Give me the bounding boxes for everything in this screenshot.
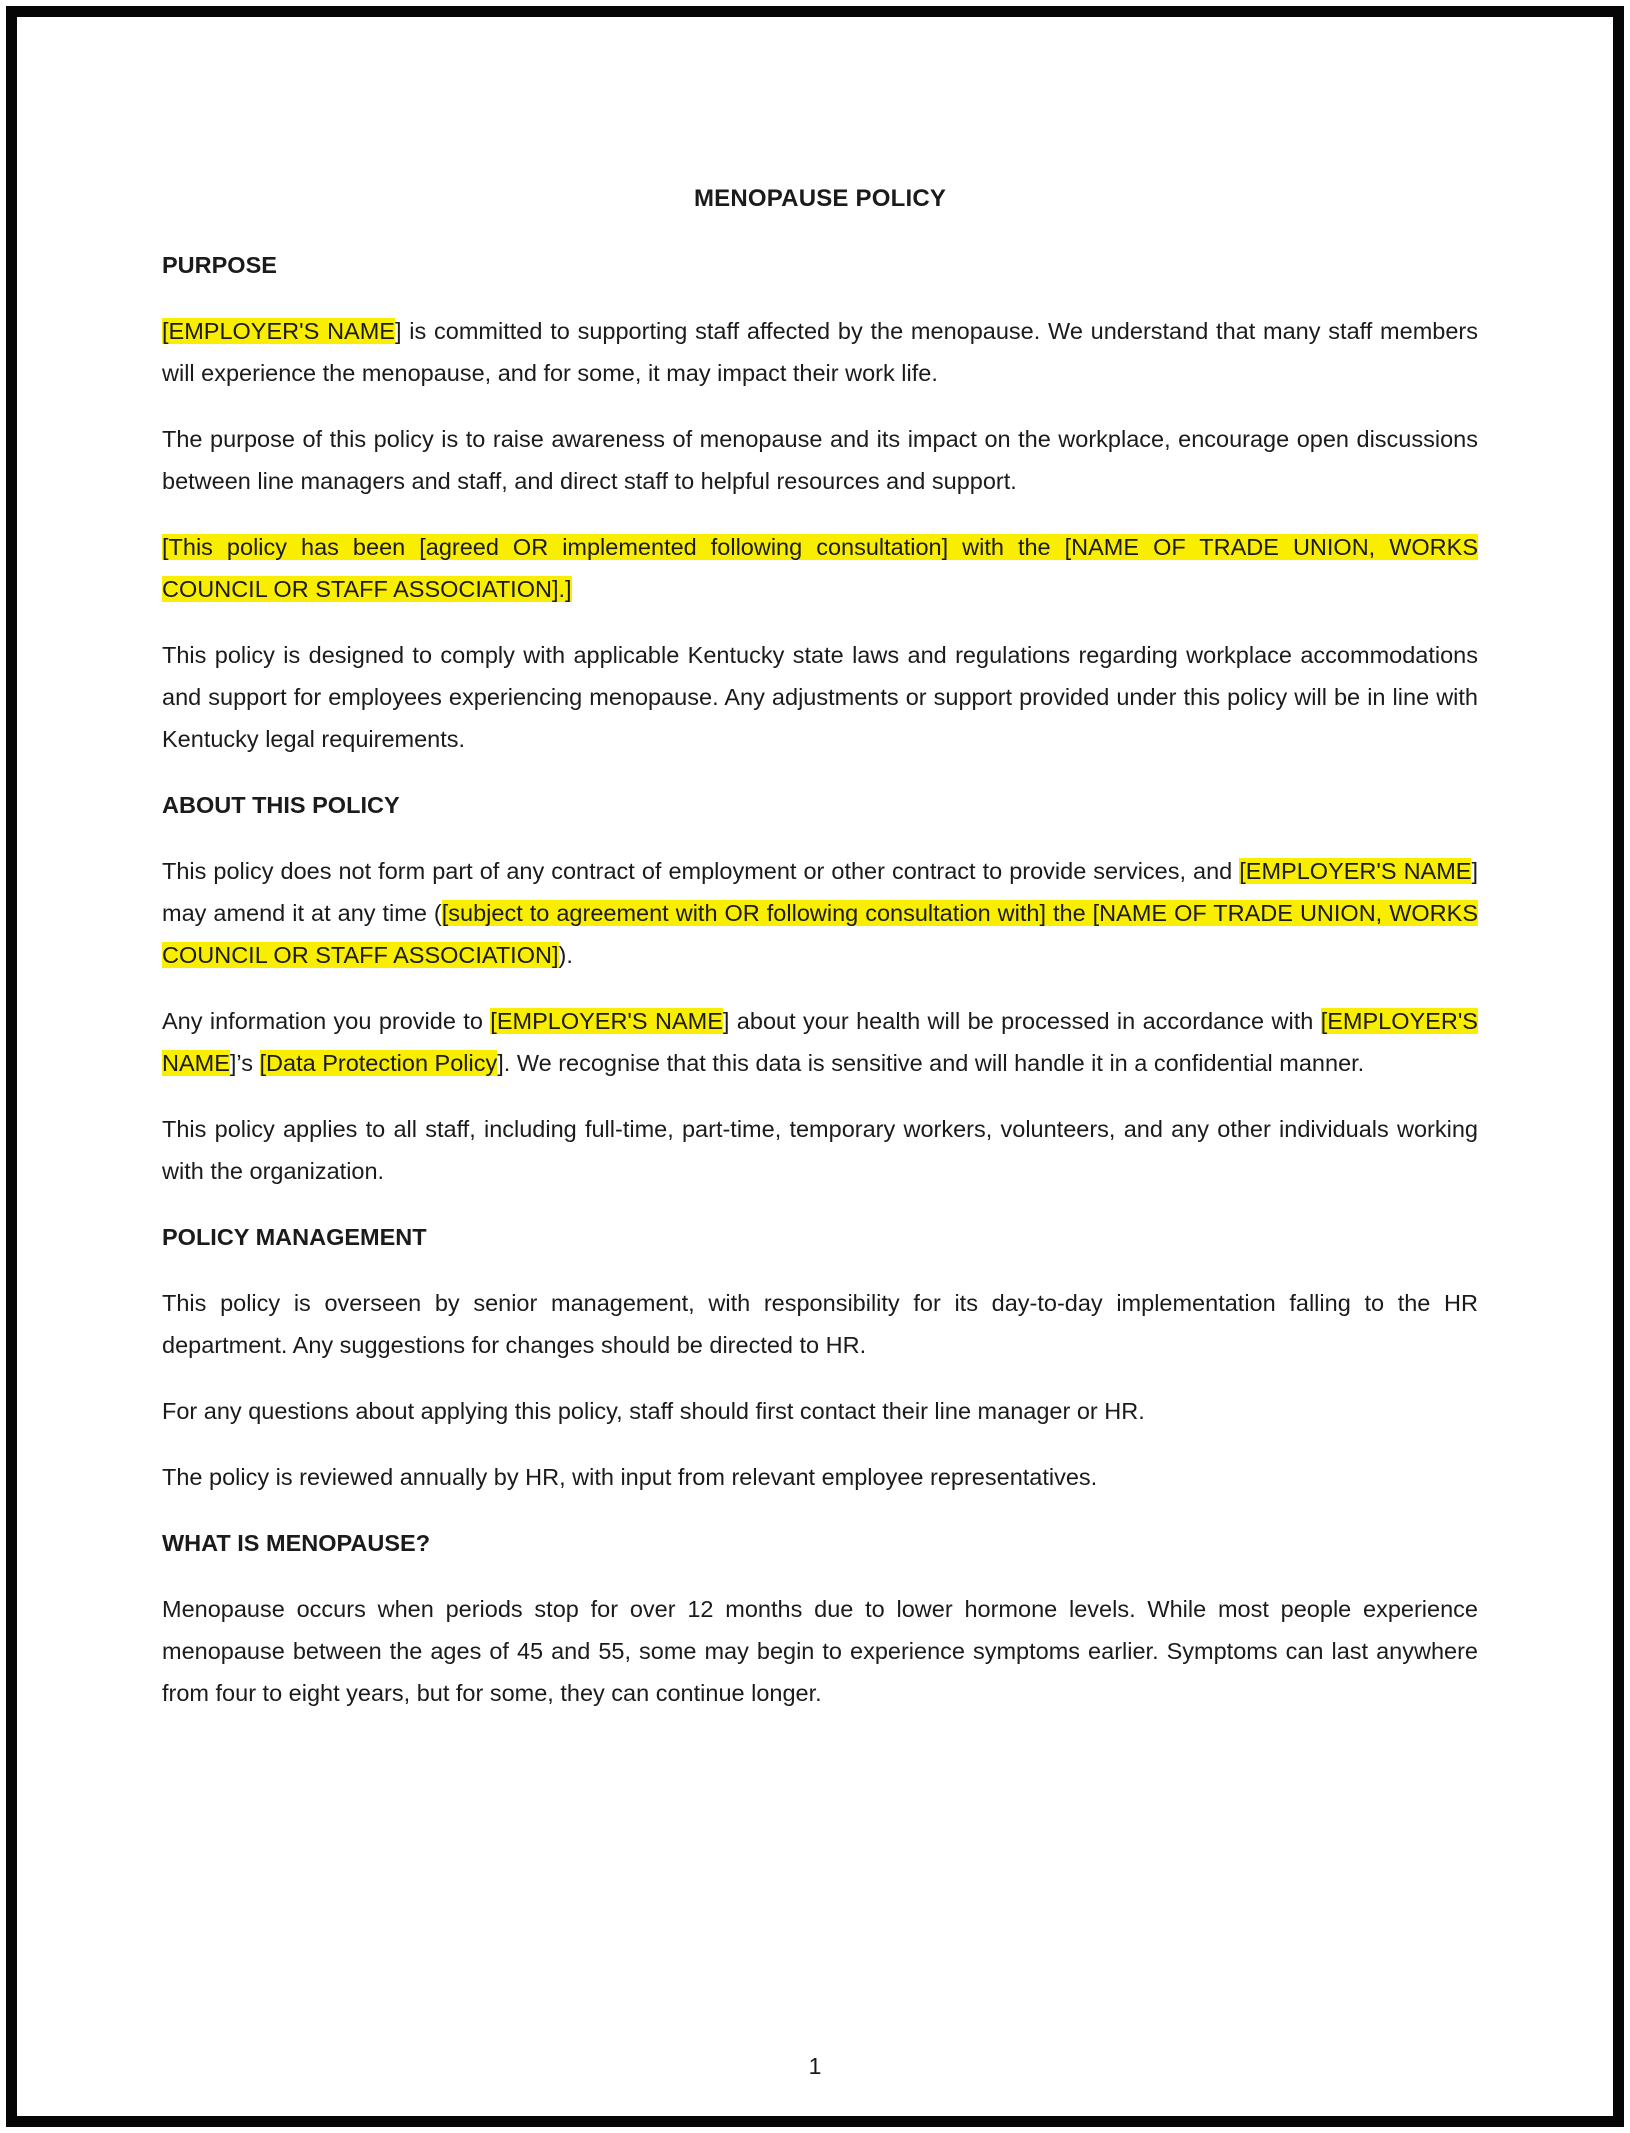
- highlighted-placeholder: [EMPLOYER'S NAME: [1239, 858, 1472, 884]
- paragraph: [162, 634, 1478, 760]
- text-run: ).: [558, 942, 573, 968]
- text-run: The purpose of this policy is to raise awareness of menopause and its impact on the workplace, encourage open discussions between line managers and staff, and direct staff to helpful resources and support.: [162, 426, 1478, 494]
- document-body: [162, 244, 1478, 1714]
- text-run: Any information you provide to: [162, 1008, 491, 1034]
- text-run: This policy is designed to comply with applicable Kentucky state laws and regulations regarding workplace accommodations and support for employees experiencing menopause. Any adjustments or support provided under this policy will be in line with Kentucky legal requirements.: [162, 642, 1478, 752]
- text-run: ] may amend it at any time (: [162, 858, 1478, 926]
- section-heading: [162, 784, 1478, 826]
- paragraph: [162, 1456, 1478, 1498]
- text-run: PURPOSE: [162, 252, 277, 278]
- paragraph: [162, 850, 1478, 976]
- document-title: MENOPAUSE POLICY: [693, 185, 947, 212]
- text-run: For any questions about applying this policy, staff should first contact their line manager or HR.: [162, 1398, 1145, 1424]
- highlighted-placeholder: [Data Protection Policy: [259, 1050, 498, 1076]
- text-run: This policy is overseen by senior management, with responsibility for its day-to-day implementation falling to the HR department. Any suggestions for changes should be directed to HR.: [162, 1290, 1478, 1358]
- paragraph: [162, 526, 1478, 610]
- highlighted-placeholder: [EMPLOYER'S NAME: [162, 318, 395, 344]
- text-run: Menopause occurs when periods stop for over 12 months due to lower hormone levels. While most people experience menopause between the ages of 45 and 55, some may begin to experience symptoms earlier. Symptoms can last anywhere from four to eight years, but for some, they can continue longer.: [162, 1596, 1478, 1706]
- paragraph: [162, 310, 1478, 394]
- text-run: WHAT IS MENOPAUSE?: [162, 1530, 431, 1556]
- text-run: POLICY MANAGEMENT: [162, 1224, 427, 1250]
- highlighted-placeholder: [subject to agreement with OR following consultation with] the [NAME OF TRADE UNION, WORKS COUNCIL OR STAFF ASSOCIATION]: [162, 900, 1478, 968]
- text-run: ABOUT THIS POLICY: [162, 792, 400, 818]
- highlighted-placeholder: [EMPLOYER'S NAME: [162, 1008, 1478, 1076]
- highlighted-placeholder: [EMPLOYER'S NAME: [490, 1008, 723, 1034]
- text-run: ]’s: [229, 1050, 260, 1076]
- text-run: ] about your health will be processed in accordance with: [722, 1008, 1321, 1034]
- section-heading: [162, 244, 1478, 286]
- document-content: [162, 178, 1478, 1738]
- paragraph: [162, 1282, 1478, 1366]
- text-run: The policy is reviewed annually by HR, with input from relevant employee representatives.: [162, 1464, 1098, 1490]
- text-run: ] is committed to supporting staff affected by the menopause. We understand that many staff members will experience the menopause, and for some, it may impact their work life.: [162, 318, 1478, 386]
- section-heading: [162, 1216, 1478, 1258]
- text-run: This policy applies to all staff, including full-time, part-time, temporary workers, volunteers, and any other individuals working with the organization.: [162, 1116, 1478, 1184]
- paragraph: [162, 1108, 1478, 1192]
- page-number: 1: [808, 2053, 822, 2079]
- text-run: This policy does not form part of any contract of employment or other contract to provide services, and: [162, 858, 1240, 884]
- section-heading: [162, 1522, 1478, 1564]
- paragraph: [162, 1000, 1478, 1084]
- text-run: ]. We recognise that this data is sensitive and will handle it in a confidential manner.: [497, 1050, 1365, 1076]
- paragraph: [162, 418, 1478, 502]
- paragraph: [162, 1390, 1478, 1432]
- paragraph: [162, 1588, 1478, 1714]
- highlighted-placeholder: [This policy has been [agreed OR implemented following consultation] with the [NAME OF TRADE UNION, WORKS COUNCIL OR STAFF ASSOCIATION].]: [162, 534, 1478, 602]
